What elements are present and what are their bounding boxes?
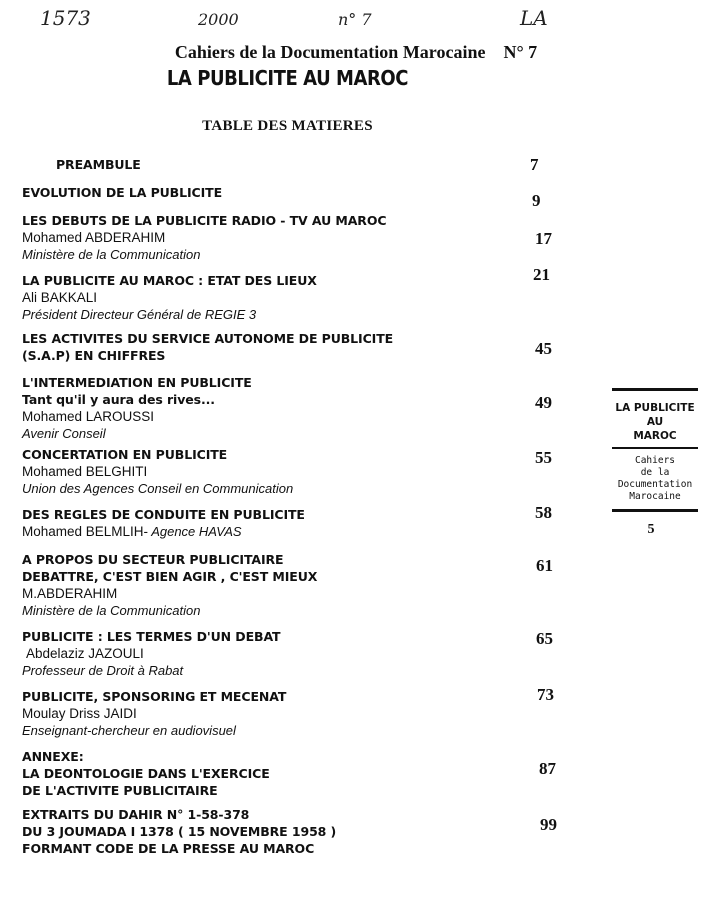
entry-affiliation: Enseignant-chercheur en audiovisuel [22, 723, 236, 738]
entry-page: 87 [539, 759, 556, 778]
spine-title: LA PUBLICITE [615, 402, 695, 414]
toc-entry [22, 184, 502, 201]
series-title: Cahiers de la Documentation Marocaine [174, 42, 486, 62]
publication-header [0, 42, 712, 63]
spine-subtitle: Documentation [617, 479, 693, 490]
spine-subtitle: Marocaine [629, 491, 681, 502]
toc-entry [22, 374, 502, 442]
entry-author: Mohamed ABDERAHIM [22, 230, 166, 245]
issue-number: N° 7 [503, 42, 538, 62]
entry-title: PUBLICITE, SPONSORING ET MECENAT [22, 689, 287, 704]
toc-entry [22, 272, 502, 323]
entry-affiliation: Union des Agences Conseil en Communication [22, 481, 294, 496]
entry-page: 65 [536, 629, 553, 648]
spine-title: MAROC [633, 430, 677, 442]
entry-title: DU 3 JOUMADA I 1378 ( 15 NOVEMBRE 1958 ) [22, 824, 337, 839]
entry-title: DES REGLES DE CONDUITE EN PUBLICITE [22, 507, 305, 522]
toc-entry [22, 212, 502, 263]
entry-author: Mohamed BELMLIH- [22, 524, 149, 539]
entry-title: LES ACTIVITES DU SERVICE AUTONOME DE PUBLICITE [22, 331, 394, 346]
toc-entry [22, 688, 502, 739]
toc-entry [22, 330, 502, 364]
toc-heading: TABLE DES MATIERES [202, 118, 373, 134]
toc-entry [22, 551, 502, 619]
entry-author: Ali BAKKALI [22, 290, 98, 305]
entry-title: PREAMBULE [56, 157, 141, 172]
entry-title: A PROPOS DU SECTEUR PUBLICITAIRE [22, 552, 284, 567]
entry-page: 55 [535, 448, 552, 467]
entry-title: CONCERTATION EN PUBLICITE [22, 447, 228, 462]
entry-title: DEBATTRE, C'EST BIEN AGIR , C'EST MIEUX [22, 569, 318, 584]
entry-author-line [22, 523, 502, 540]
toc-entry [22, 748, 502, 799]
toc-entry [22, 628, 502, 679]
entry-author: Moulay Driss JAIDI [22, 706, 137, 721]
entry-title: EVOLUTION DE LA PUBLICITE [22, 185, 223, 200]
entry-title: PUBLICITE : LES TERMES D'UN DEBAT [22, 629, 281, 644]
entry-title: Tant qu'il y aura des rives... [22, 392, 215, 407]
entry-title: FORMANT CODE DE LA PRESSE AU MAROC [22, 841, 315, 856]
handwritten-note-1: 1573 [40, 6, 91, 30]
entry-title: L'INTERMEDIATION EN PUBLICITE [22, 375, 252, 390]
entry-page: 61 [536, 556, 553, 575]
spine-page: 5 [647, 522, 655, 537]
entry-author: Mohamed LAROUSSI [22, 409, 155, 424]
entry-page: 99 [540, 815, 557, 834]
issue-title: LA PUBLICITE AU MAROC [166, 66, 409, 90]
entry-title: LA DEONTOLOGIE DANS L'EXERCICE [22, 766, 270, 781]
toc-entry [56, 156, 536, 173]
entry-title: (S.A.P) EN CHIFFRES [22, 348, 166, 363]
handwritten-note-2: 2000 [198, 10, 239, 29]
entry-title: LA PUBLICITE AU MAROC : ETAT DES LIEUX [22, 273, 317, 288]
entry-page: 17 [535, 229, 552, 248]
entry-page: 58 [535, 503, 552, 522]
handwritten-note-3: n° 7 [338, 10, 372, 29]
spine-subtitle: de la [640, 467, 670, 478]
toc-entry [22, 506, 502, 540]
entry-title: ANNEXE: [22, 749, 84, 764]
entry-affiliation: Professeur de Droit à Rabat [22, 663, 184, 678]
entry-page: 21 [533, 265, 550, 284]
entry-affiliation: Ministère de la Communication [22, 603, 201, 618]
entry-title: LES DEBUTS DE LA PUBLICITE RADIO - TV AU MAROC [22, 213, 387, 228]
spine-title: AU [646, 416, 664, 428]
handwritten-note-4: LA [520, 6, 548, 30]
entry-page: 7 [530, 155, 539, 174]
spine-subtitle: Cahiers [634, 455, 676, 466]
entry-title: DE L'ACTIVITE PUBLICITAIRE [22, 783, 218, 798]
entry-affiliation: Agence HAVAS [148, 524, 242, 539]
entry-page: 73 [537, 685, 554, 704]
entry-author: Mohamed BELGHITI [22, 464, 148, 479]
toc-entry [22, 806, 502, 857]
spine-label [612, 388, 698, 538]
toc-entry [22, 446, 502, 497]
entry-affiliation: Avenir Conseil [22, 426, 106, 441]
spine-mid-rule [612, 447, 698, 449]
entry-title: EXTRAITS DU DAHIR N° 1-58-378 [22, 807, 250, 822]
entry-page: 49 [535, 393, 552, 412]
entry-affiliation: Président Directeur Général de REGIE 3 [22, 307, 257, 322]
entry-page: 9 [532, 191, 541, 210]
entry-affiliation: Ministère de la Communication [22, 247, 201, 262]
spine-bottom-rule [612, 509, 698, 512]
entry-page: 45 [535, 339, 552, 358]
entry-author: Abdelaziz JAZOULI [26, 646, 144, 661]
entry-author: M.ABDERAHIM [22, 586, 118, 601]
